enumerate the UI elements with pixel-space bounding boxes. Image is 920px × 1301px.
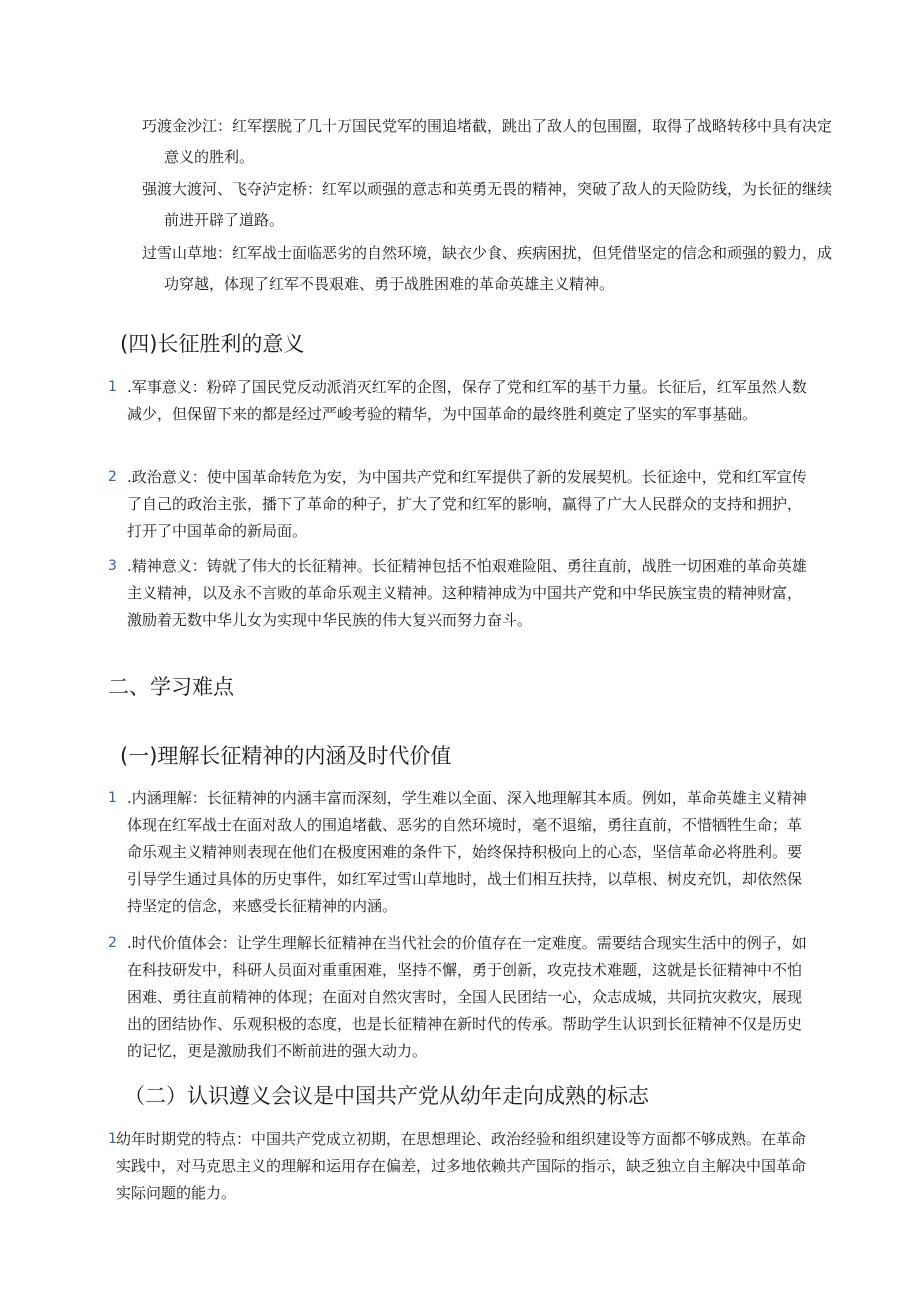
list-item xyxy=(108,553,808,634)
list-item xyxy=(108,930,808,1065)
section-heading-long-march-spirit: (一)理解长征精神的内涵及时代价值 xyxy=(120,744,452,768)
list-item-text: .军事意义：粉碎了国民党反动派消灭红军的企图，保存了党和红军的基干力量。长征后，红军虽然人数减少，但保留下来的都是经过严峻考验的精华，为中国革命的最终胜利奠定了坚实的军事基础。 xyxy=(127,378,807,423)
part-heading-learning-difficulties: 二、学习难点 xyxy=(108,675,234,699)
section-heading-zunyi-conference: （二）认识遵义会议是中国共产党从幼年走向成熟的标志 xyxy=(124,1084,649,1108)
event-snow-mountains: 过雪山草地：红军战士面临恶劣的自然环境，缺衣少食、疾病困扰，但凭借坚定的信念和顽强的毅力，成功穿越，体现了红军不畏艰难、勇于战胜困难的革命英雄主义精神。 xyxy=(142,244,833,293)
list-item xyxy=(108,1126,808,1207)
event-jinsha-river: 巧渡金沙江：红军摆脱了几十万国民党军的围追堵截，跳出了敌人的包围圈，取得了战略转移中具有决定意义的胜利。 xyxy=(142,117,833,166)
list-number: 2 xyxy=(108,469,117,485)
list-number: 1 xyxy=(108,379,117,395)
list-number: 1 xyxy=(108,790,117,806)
list-item-text: .时代价值体会：让学生理解长征精神在当代社会的价值存在一定难度。需要结合现实生活中的例子，如在科技研发中，科研人员面对重重困难，坚持不懈，勇于创新，攻克技术难题，这就是长征精神中不怕困难、勇往直前精神的体现；在面对自然灾害时，全国人民团结一心，众志成城，共同抗灾救灾，展现出的团结协作、乐观积极的态度，也是长征精神在新时代的传承。帮助学生认识到长征精神不仅是历史的记忆，更是激励我们不断前进的强大动力。 xyxy=(127,934,807,1060)
list-number: 3 xyxy=(108,558,117,574)
list-number: 1 xyxy=(108,1131,117,1147)
list-item-text: .精神意义：铸就了伟大的长征精神。长征精神包括不怕艰难险阻、勇往直前，战胜一切困难的革命英雄主义精神，以及永不言败的革命乐观主义精神。这种精神成为中国共产党和中华民族宝贵的精神财富，激励着无数中华儿女为实现中华民族的伟大复兴而努力奋斗。 xyxy=(127,557,807,629)
list-number: 2 xyxy=(108,935,117,951)
list-item xyxy=(108,464,808,545)
event-dadu-river: 强渡大渡河、飞夺泸定桥：红军以顽强的意志和英勇无畏的精神，突破了敌人的天险防线，为长征的继续前进开辟了道路。 xyxy=(142,180,833,229)
section-heading-victory-significance: (四)长征胜利的意义 xyxy=(120,332,305,356)
list-item xyxy=(108,374,808,428)
list-item-text: 幼年时期党的特点：中国共产党成立初期，在思想理论、政治经验和组织建设等方面都不够成熟。在革命实践中，对马克思主义的理解和运用存在偏差，过多地依赖共产国际的指示，缺乏独立自主解决中国革命实际问题的能力。 xyxy=(116,1130,807,1202)
list-item-text: .政治意义：使中国革命转危为安，为中国共产党和红军提供了新的发展契机。长征途中，党和红军宣传了自己的政治主张，播下了革命的种子，扩大了党和红军的影响，赢得了广大人民群众的支持和拥护，打开了中国革命的新局面。 xyxy=(127,468,807,540)
list-item-text: .内涵理解：长征精神的内涵丰富而深刻，学生难以全面、深入地理解其本质。例如，革命英雄主义精神体现在红军战士在面对敌人的围追堵截、恶劣的自然环境时，毫不退缩，勇往直前，不惜牺牲生命；革命乐观主义精神则表现在他们在极度困难的条件下，始终保持积极向上的心态，坚信革命必将胜利。要引导学生通过具体的历史事件，如红军过雪山草地时，战士们相互扶持，以草根、树皮充饥，却依然保持坚定的信念，来感受长征精神的内涵。 xyxy=(127,789,807,915)
list-item xyxy=(108,785,808,920)
